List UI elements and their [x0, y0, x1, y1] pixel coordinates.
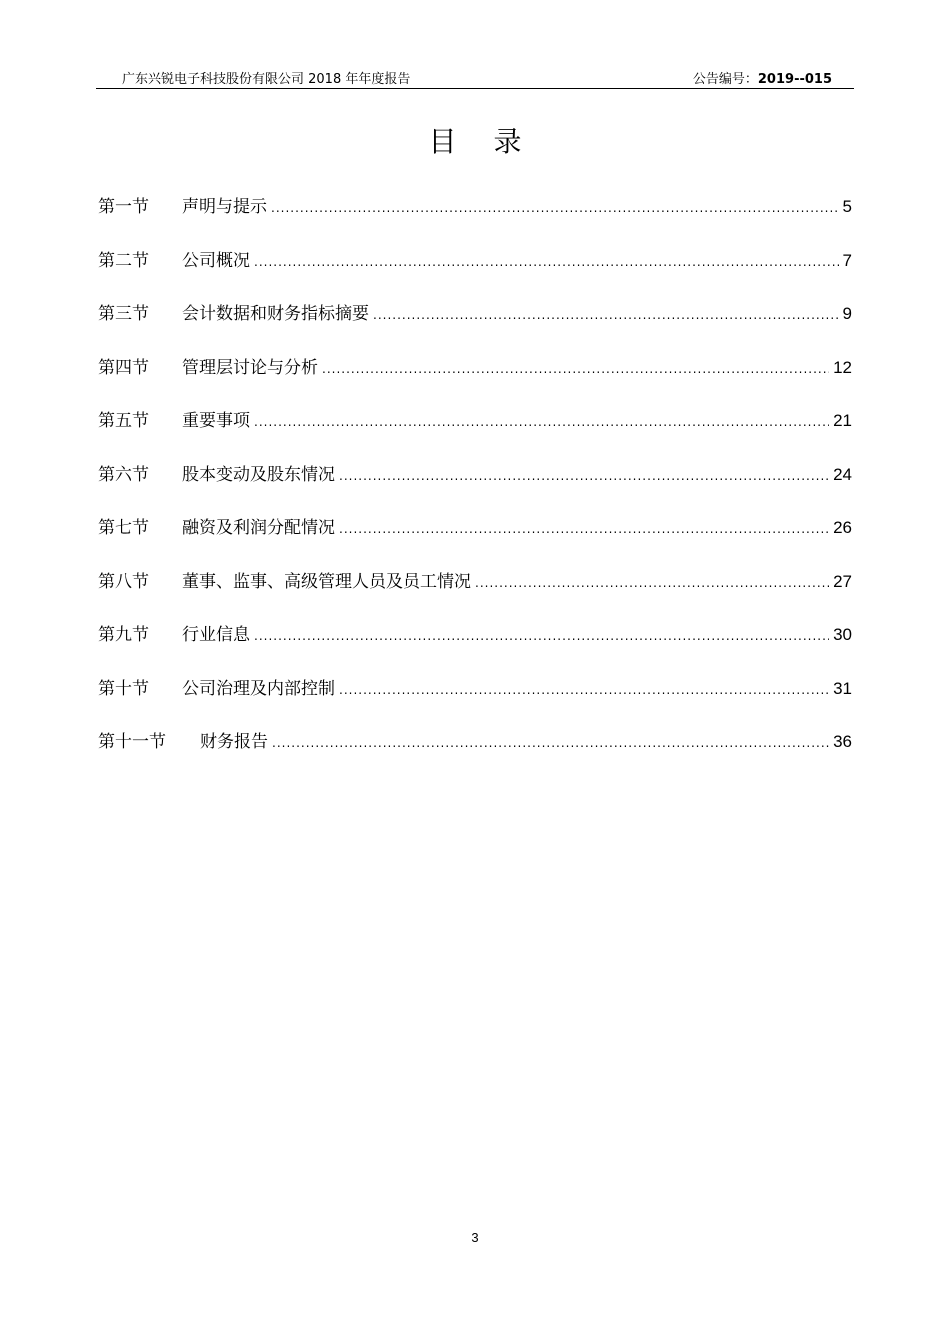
report-title: 广东兴锐电子科技股份有限公司 2018 年年度报告 [122, 72, 411, 87]
section-label: 第一节 [98, 197, 149, 217]
section-label: 第二节 [98, 250, 149, 271]
section-page: 24 [833, 464, 852, 484]
table-of-contents [98, 192, 852, 781]
section-title: 股本变动及股东情况 [182, 464, 335, 485]
toc-entry[interactable] [98, 460, 852, 514]
section-title: 财务报告 [200, 732, 268, 752]
section-page: 27 [833, 571, 852, 591]
dot-leader [373, 308, 839, 322]
section-title: 董事、监事、高级管理人员及员工情况 [182, 571, 471, 592]
dot-leader [254, 255, 839, 269]
section-page: 12 [833, 357, 852, 377]
section-label: 第五节 [98, 411, 149, 431]
section-label: 第四节 [98, 357, 149, 378]
toc-entry[interactable] [98, 353, 852, 407]
section-title: 重要事项 [182, 411, 250, 431]
section-title: 会计数据和财务指标摘要 [182, 304, 369, 324]
section-label: 第六节 [98, 464, 149, 485]
toc-title: 目 录 [428, 125, 536, 158]
section-label: 第九节 [98, 625, 149, 645]
section-label: 第三节 [98, 304, 149, 324]
section-label: 第十节 [98, 678, 149, 699]
section-label: 第十一节 [98, 732, 166, 752]
toc-entry[interactable] [98, 513, 852, 567]
section-title: 管理层讨论与分析 [182, 357, 318, 378]
page-number: 3 [471, 1230, 479, 1245]
section-page: 21 [833, 411, 852, 430]
section-title: 公司治理及内部控制 [182, 678, 335, 699]
toc-entry[interactable] [98, 406, 852, 460]
toc-entry[interactable] [98, 192, 852, 246]
section-page: 31 [833, 678, 852, 698]
dot-leader [475, 576, 829, 590]
dot-leader [254, 629, 829, 643]
section-page: 7 [842, 250, 852, 270]
page-header [96, 66, 854, 89]
toc-entry[interactable] [98, 620, 852, 674]
dot-leader [339, 683, 829, 697]
section-label: 第八节 [98, 571, 149, 592]
section-title: 公司概况 [182, 250, 250, 271]
toc-entry[interactable] [98, 246, 852, 300]
section-title: 融资及利润分配情况 [182, 518, 335, 538]
toc-entry[interactable] [98, 567, 852, 621]
section-label: 第七节 [98, 518, 149, 538]
dot-leader [254, 415, 829, 429]
dot-leader [272, 736, 829, 750]
notice-label: 公告编号： [692, 72, 758, 87]
notice-number-value: 2019--015 [757, 72, 832, 87]
dot-leader [339, 522, 829, 536]
dot-leader [322, 362, 829, 376]
section-page: 9 [842, 304, 852, 323]
toc-entry[interactable] [98, 674, 852, 728]
section-page: 26 [833, 518, 852, 537]
section-title: 声明与提示 [182, 197, 267, 217]
section-page: 30 [833, 625, 852, 644]
notice-number [693, 68, 832, 87]
dot-leader [339, 469, 829, 483]
section-page: 5 [842, 197, 852, 216]
toc-entry[interactable] [98, 299, 852, 353]
toc-entry[interactable] [98, 727, 852, 781]
section-page: 36 [833, 732, 852, 751]
section-title: 行业信息 [182, 625, 250, 645]
dot-leader [271, 201, 839, 215]
